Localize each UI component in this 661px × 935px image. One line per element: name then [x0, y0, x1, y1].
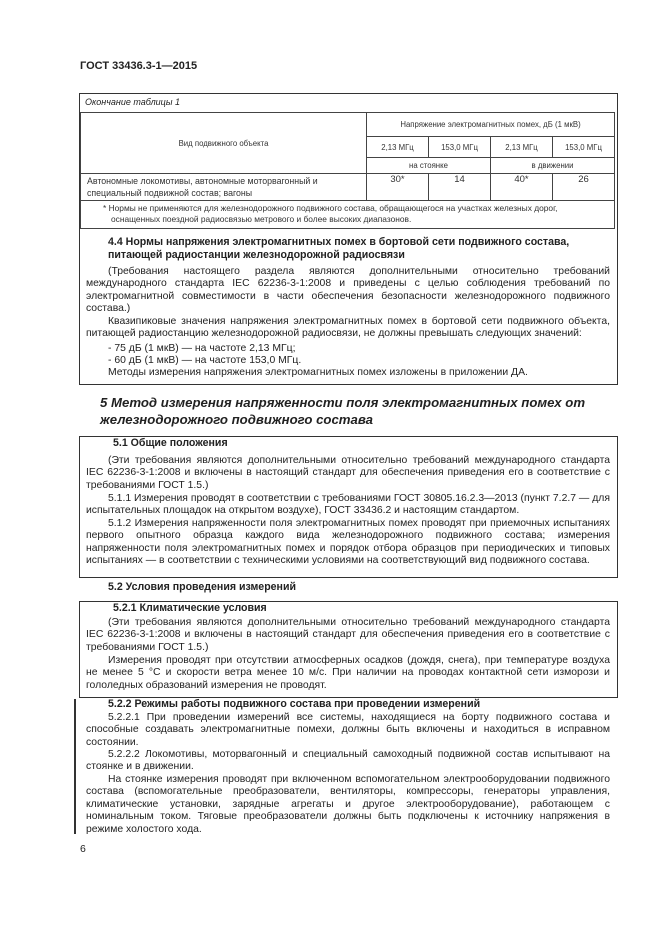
paragraph-text: (Требования настоящего раздела являются дополнительными относительно требований международного стандарта IEC 62236-3-1:2008 и приведены с целью соблюдения требований по электромагнитной совместимости в части обеспечения безопасности железнодорожного подвижного состава.)	[86, 266, 610, 315]
paragraph	[86, 266, 610, 316]
table-row-object: Автономные локомотивы, автономные моторвагонный и специальный подвижной состав; вагоны	[81, 174, 367, 201]
freq-header: 153,0 МГц	[553, 137, 615, 158]
paragraph-text: На стоянке измерения проводят при включенном вспомогательном электрооборудовании подвижного состава (вспомогательные преобразователи, вентиляторы, компрессоры, генераторы управления, климатические установки, зарядные агрегаты и другое электрооборудование), работающем с номинальным током. Тяговые преобразователи должны быть подключены к источнику напряжения в режиме холостого хода.	[86, 774, 610, 835]
table-footnote: * Нормы не применяются для железнодорожного подвижного состава, обращающегося на участках железных дорог, оснащенных поездной радиосвязью метрового и более высоких диапазонов.	[81, 201, 615, 229]
freq-header: 2,13 МГц	[367, 137, 429, 158]
col-header-voltage: Напряжение электромагнитных помех, дБ (1 мкВ)	[367, 113, 615, 137]
heading-line: питающей радиостанции железнодорожной радиосвязи	[108, 249, 405, 261]
paragraph	[86, 316, 610, 341]
heading-line: 5 Метод измерения напряженности поля электромагнитных помех от	[100, 395, 586, 410]
heading-line: железнодорожного подвижного состава	[100, 412, 373, 427]
table-cell-value: 26	[553, 174, 615, 201]
paragraph	[86, 493, 610, 518]
mode-motion-header: в движении	[491, 158, 615, 174]
section-5-1-heading: 5.1 Общие положения	[113, 437, 228, 449]
paragraph-text: 5.1.1 Измерения проводят в соответствии с требованиями ГОСТ 30805.16.2.3—2013 (пункт 7.2.7 — для испытательных площадок на открытом воздухе), ГОСТ 33436.2 и настоящим стандартом.	[86, 493, 610, 517]
paragraph	[86, 617, 610, 654]
paragraph-text: Квазипиковые значения напряжения электромагнитных помех в бортовой сети подвижного объекта, питающей радиостанцию железнодорожной радиосвязи, не должны превышать следующих значений:	[86, 316, 610, 340]
paragraph: Методы измерения напряжения электромагнитных помех изложены в приложении ДА.	[108, 367, 528, 378]
paragraph-text: 5.1.2 Измерения напряженности поля электромагнитных помех проводят при приемочных испытаниях первого опытного образца каждого вида железнодорожного подвижного состава; измерения напряженности поля электромагнитных помех и порядок отбора образцов при периодических и типовых испытаниях — в соответствии с техническими условиями на соответствующий вид подвижного состава.	[86, 518, 610, 567]
section-5-2-1-heading: 5.2.1 Климатические условия	[113, 602, 267, 614]
col-header-object: Вид подвижного объекта	[81, 113, 367, 174]
paragraph	[86, 518, 610, 568]
paragraph	[86, 774, 610, 836]
paragraph-text: (Эти требования являются дополнительными относительно требований международного стандарта IEC 62236-3-1:2008 и включены в настоящий стандарт для обеспечения приведения его в соответствие с требованиями ГОСТ 1.5.)	[86, 455, 610, 491]
emission-limits-table	[80, 112, 615, 229]
table-cell-value: 30*	[367, 174, 429, 201]
section-5-heading	[100, 394, 620, 428]
paragraph-text: Измерения проводят при отсутствии атмосферных осадков (дождя, снега), при температуре воздуха не менее 5 °С и скорости ветра менее 10 м/с. При наличии на проводах контактной сети изморози и гололедных образований измерения не проводят.	[86, 655, 610, 691]
table-cell-value: 40*	[491, 174, 553, 201]
table-cell-value: 14	[429, 174, 491, 201]
section-4-4-heading	[108, 236, 613, 262]
table-caption: Окончание таблицы 1	[85, 97, 180, 107]
freq-header: 2,13 МГц	[491, 137, 553, 158]
freq-header: 153,0 МГц	[429, 137, 491, 158]
list-item: - 75 дБ (1 мкВ) — на частоте 2,13 МГц;	[108, 343, 296, 354]
paragraph	[86, 655, 610, 692]
heading-line: 4.4 Нормы напряжения электромагнитных помех в бортовой сети подвижного состава,	[108, 236, 570, 248]
paragraph	[86, 712, 610, 749]
list-item: - 60 дБ (1 мкВ) — на частоте 153,0 МГц.	[108, 355, 302, 366]
mode-stationary-header: на стоянке	[367, 158, 491, 174]
paragraph-text: (Эти требования являются дополнительными относительно требований международного стандарта IEC 62236-3-1:2008 и включены в настоящий стандарт для обеспечения приведения его в соответствие с требованиями ГОСТ 1.5.)	[86, 617, 610, 653]
change-bar	[74, 699, 76, 834]
section-5-2-heading: 5.2 Условия проведения измерений	[108, 581, 296, 593]
page-header: ГОСТ 33436.3-1—2015	[80, 60, 198, 72]
section-5-2-2-heading: 5.2.2 Режимы работы подвижного состава при проведении измерений	[108, 698, 481, 710]
paragraph-text: 5.2.2.1 При проведении измерений все системы, находящиеся на борту подвижного состава и способные создавать электромагнитные помехи, должны быть включены и находиться в исправном состоянии.	[86, 712, 610, 748]
paragraph	[86, 455, 610, 492]
paragraph-text: 5.2.2.2 Локомотивы, моторвагонный и специальный самоходный подвижной состав испытывают на стоянке и в движении.	[86, 749, 610, 773]
page-number: 6	[80, 843, 86, 855]
paragraph	[86, 749, 610, 774]
